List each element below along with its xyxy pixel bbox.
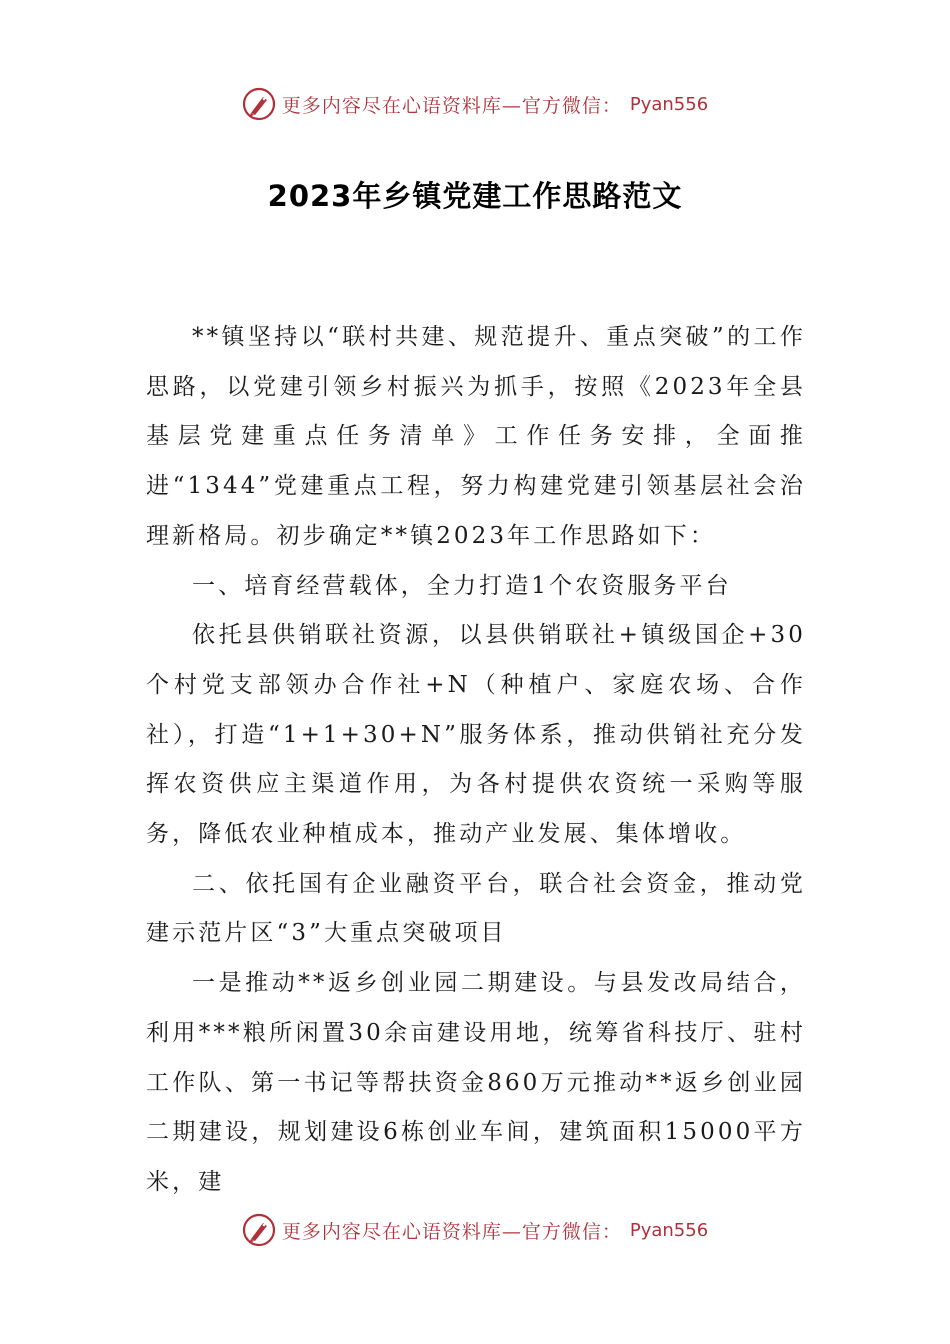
watermark-text: 更多内容尽在心语资料库—官方微信： [281,94,622,117]
watermark-text: 更多内容尽在心语资料库—官方微信： [281,1220,622,1243]
watermark-footer [0,1210,950,1250]
pen-nib-logo-icon [242,1213,276,1247]
paragraph: 依托县供销联社资源，以县供销联社+镇级国企+30个村党支部领办合作社+N（种植户、家庭农场、合作社），打造“1+1+30+N”服务体系，推动供销社充分发挥农资供应主渠道作用，为各村提供农资统一采购等服务，降低农业种植成本，推动产业发展、集体增收。 [146,622,806,848]
paragraph: 一是推动**返乡创业园二期建设。与县发改局结合，利用***粮所闲置30余亩建设用地，统筹省科技厅、驻村工作队、第一书记等帮扶资金860万元推动**返乡创业园二期建设，规划建设6栋创业车间，建筑面积15000平方米，建 [146,970,806,1195]
watermark-handle: Pyan556 [629,1219,709,1241]
section-heading: 二、依托国有企业融资平台，联合社会资金，推动党建示范片区“3”大重点突破项目 [146,870,806,947]
watermark-handle: Pyan556 [629,93,709,115]
paragraph: **镇坚持以“联村共建、规范提升、重点突破”的工作思路，以党建引领乡村振兴为抓手，按照《2023年全县基层党建重点任务清单》工作任务安排，全面推进“1344”党建重点工程，努力构建党建引领基层社会治理新格局。初步确定**镇2023年工作思路如下： [146,324,806,549]
document-body [146,313,806,1208]
watermark-header [0,84,950,124]
pen-nib-logo-icon [242,87,276,121]
document-title: 2023年乡镇党建工作思路范文 [267,179,683,213]
section-heading: 一、培育经营载体，全力打造1个农资服务平台 [192,572,732,599]
